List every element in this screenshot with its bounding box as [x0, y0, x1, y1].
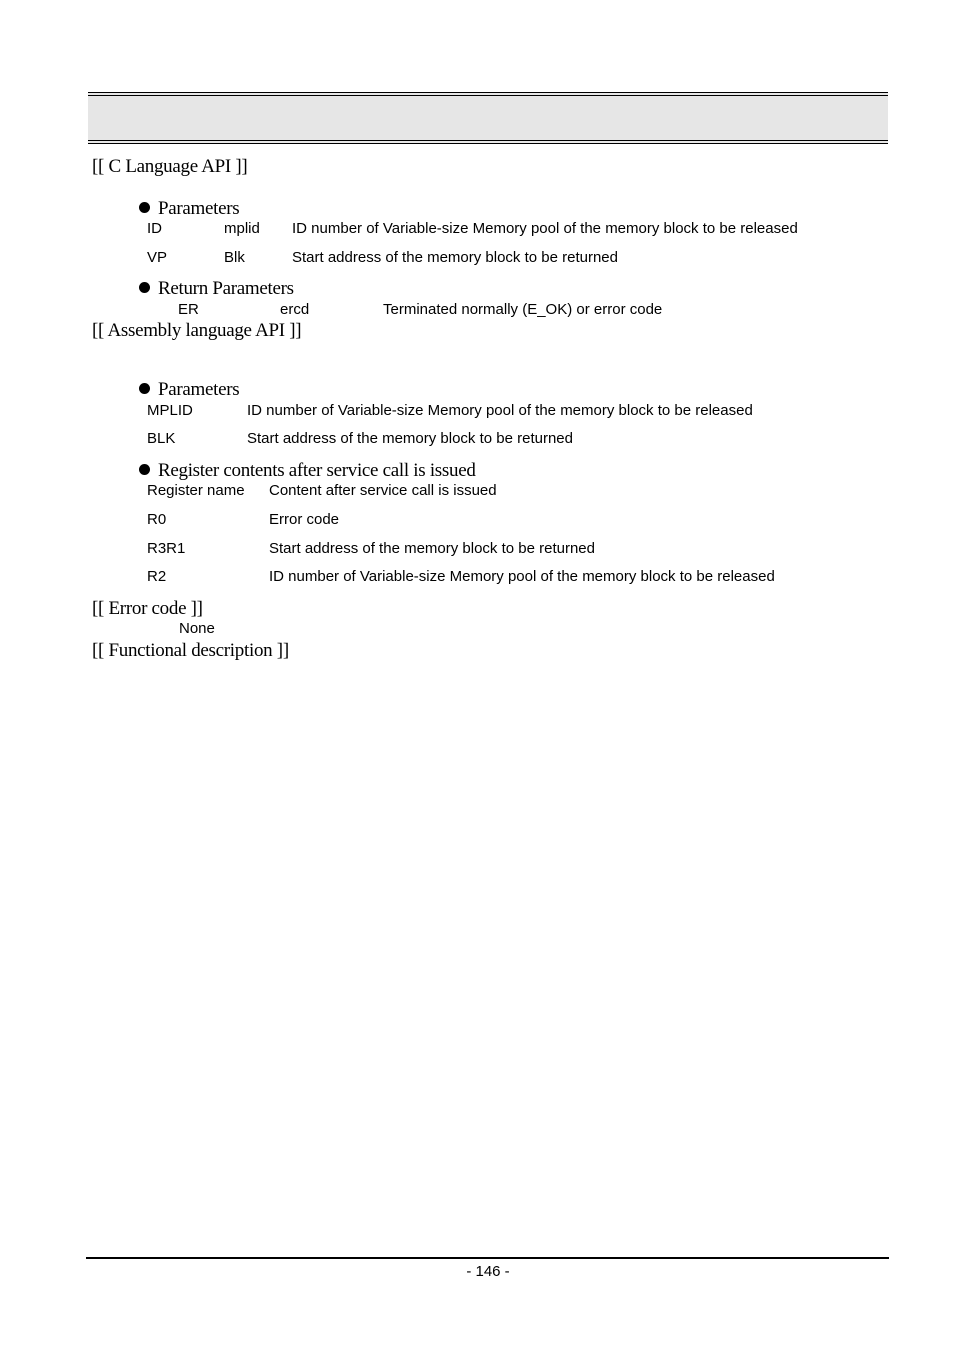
register-header-name: Register name — [147, 482, 245, 499]
bullet-icon — [139, 282, 150, 293]
register-contents-heading — [139, 460, 476, 482]
bullet-icon — [139, 202, 150, 213]
register-content: Start address of the memory block to be returned — [269, 540, 595, 557]
c-return-desc: Terminated normally (E_OK) or error code — [383, 301, 663, 318]
section-error-code: [[ Error code ]] — [92, 598, 203, 619]
asm-param-name: MPLID — [147, 402, 193, 419]
c-parameters-heading — [139, 198, 239, 220]
section-c-language-api: [[ C Language API ]] — [92, 156, 248, 177]
section-assembly-language-api: [[ Assembly language API ]] — [92, 320, 302, 341]
register-header-content: Content after service call is issued — [269, 482, 497, 499]
c-param-type: ID — [147, 220, 162, 237]
bullet-icon — [139, 464, 150, 475]
c-param-type: VP — [147, 249, 168, 266]
error-code-value: None — [179, 620, 215, 637]
register-name: R0 — [147, 511, 167, 528]
register-content: ID number of Variable-size Memory pool of the memory block to be released — [269, 568, 775, 585]
asm-param-desc: ID number of Variable-size Memory pool of the memory block to be released — [247, 402, 753, 419]
c-return-type: ER — [178, 301, 199, 318]
register-content: Error code — [269, 511, 340, 528]
c-param-desc: ID number of Variable-size Memory pool of the memory block to be released — [292, 220, 798, 237]
register-contents-heading-label: Register contents after service call is issued — [158, 460, 476, 481]
c-param-desc: Start address of the memory block to be returned — [292, 249, 618, 266]
section-functional-description: [[ Functional description ]] — [92, 640, 289, 661]
asm-parameters-heading-label: Parameters — [158, 379, 240, 400]
asm-parameters-heading — [139, 379, 239, 401]
register-name: R3R1 — [147, 540, 186, 557]
page-number: - 146 - — [466, 1263, 510, 1280]
register-name: R2 — [147, 568, 167, 585]
bullet-icon — [139, 383, 150, 394]
c-return-parameters-heading — [139, 278, 294, 300]
c-return-name: ercd — [280, 301, 310, 318]
asm-param-name: BLK — [147, 430, 176, 447]
c-param-name: Blk — [224, 249, 245, 266]
page-header-band — [88, 92, 888, 144]
footer-rule — [86, 1257, 889, 1259]
c-return-heading-label: Return Parameters — [158, 278, 294, 299]
asm-param-desc: Start address of the memory block to be returned — [247, 430, 573, 447]
c-param-name: mplid — [224, 220, 260, 237]
c-parameters-heading-label: Parameters — [158, 198, 240, 219]
